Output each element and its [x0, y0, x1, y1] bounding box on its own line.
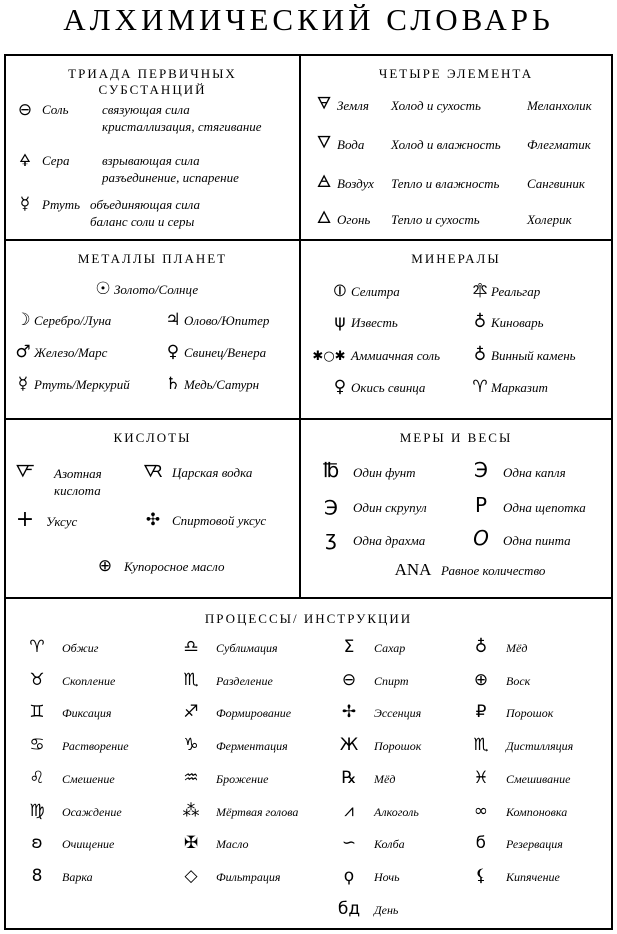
process-icon: ♋	[29, 735, 45, 756]
process-item	[172, 670, 273, 691]
process-item	[172, 637, 278, 658]
metal-item	[162, 342, 266, 363]
process-icon: Ж	[339, 735, 359, 756]
acid-label: Азотная	[54, 466, 102, 481]
process-label: Брожение	[216, 771, 269, 786]
process-icon: ✢	[341, 702, 357, 723]
triad-desc: взрывающая сила	[102, 153, 200, 168]
process-item	[330, 801, 419, 822]
process-item	[172, 768, 268, 789]
process-label: Компоновка	[506, 804, 568, 819]
process-label: Эссенция	[374, 706, 422, 721]
metal-label: Золото/Солнце	[114, 282, 199, 297]
pinch-icon: Р	[474, 493, 488, 517]
process-item	[18, 670, 115, 691]
process-icon: ♏	[473, 735, 489, 756]
process-label: Масло	[216, 837, 249, 852]
process-icon: ʚ	[31, 833, 43, 854]
process-item	[330, 735, 421, 756]
element-name: Земля	[337, 98, 369, 113]
process-item	[462, 702, 553, 723]
element-quality: Холод и влажность	[391, 137, 501, 152]
process-item	[172, 735, 288, 756]
processes-heading: ПРОЦЕССЫ/ ИНСТРУКЦИИ	[204, 611, 413, 626]
drachm-icon: ʒ	[325, 526, 337, 550]
metal-item	[162, 374, 259, 395]
element-quality: Тепло и влажность	[391, 176, 500, 191]
process-label: Смешение	[62, 771, 115, 786]
mars-icon: ♂	[15, 342, 31, 362]
process-item	[330, 702, 421, 723]
process-item	[18, 735, 129, 756]
process-icon: ♎	[183, 637, 199, 657]
dictionary-grid	[4, 54, 613, 930]
salt-icon: ⊖	[17, 100, 33, 120]
mineral-label: Известь	[351, 315, 398, 330]
triad-desc: связующая сила	[102, 102, 190, 117]
realgar-icon: 🜾	[472, 281, 488, 301]
process-icon: ♁	[474, 637, 488, 657]
metal-gold	[92, 279, 198, 300]
spirit-vinegar-icon: ✣	[145, 510, 161, 530]
section-measures	[299, 418, 613, 599]
process-icon: ♑	[183, 735, 199, 756]
process-icon: ♓	[473, 767, 489, 788]
process-icon: ⁂	[182, 800, 200, 821]
measure-item	[315, 495, 427, 518]
metal-item	[162, 310, 269, 331]
mineral-label: Аммиачная соль	[351, 348, 441, 363]
acid-item	[14, 507, 78, 532]
process-label: Мёд	[506, 641, 528, 655]
acid-label: Царская водка	[172, 465, 253, 480]
process-icon: ⚸	[474, 865, 488, 886]
acid-label: Уксус	[46, 514, 78, 529]
process-item	[18, 866, 93, 887]
process-icon: ϙ	[343, 865, 355, 886]
metal-label: Олово/Юпитер	[184, 313, 270, 328]
process-icon: ∽	[341, 833, 357, 854]
nitric-acid-icon: 🜅	[15, 462, 35, 482]
air-icon: 🜁	[316, 172, 332, 192]
process-item	[18, 801, 122, 822]
process-item	[330, 768, 395, 789]
measure-label: Одна пинта	[503, 533, 571, 548]
triad-name: Ртуть	[42, 197, 81, 212]
lead-oxide-icon: ♀	[333, 377, 347, 397]
process-item	[330, 833, 405, 854]
acid-label: Спиртовой уксус	[172, 513, 267, 528]
elements-row	[313, 172, 335, 192]
process-label: Разделение	[216, 673, 273, 688]
mineral-item	[469, 377, 548, 398]
measure-label: Равное количество	[441, 563, 546, 578]
process-label: Алкоголь	[374, 804, 419, 819]
process-icon: ⊕	[473, 669, 489, 690]
process-item	[462, 801, 567, 822]
process-icon: ♌	[29, 767, 45, 788]
mineral-label: Окись свинца	[351, 380, 426, 395]
measure-item	[465, 528, 571, 551]
pint-icon: Ο	[473, 526, 489, 550]
water-icon: 🜄	[316, 133, 332, 153]
measure-item	[389, 560, 545, 581]
measure-label: Один скрупул	[353, 500, 427, 515]
mineral-label: Винный камень	[491, 348, 576, 363]
process-label: Кипячение	[506, 869, 560, 884]
pound-icon: ℔	[322, 458, 340, 482]
sal-ammoniac-icon: ✱○✱	[312, 349, 346, 364]
process-item	[462, 768, 570, 789]
measure-item	[315, 460, 416, 483]
measure-label: Одна щепотка	[503, 500, 586, 515]
mercury-icon: ☿	[19, 194, 31, 214]
measure-item	[315, 528, 425, 551]
tartar-icon: ♁	[473, 345, 487, 365]
process-icon: ♉	[29, 669, 45, 690]
process-label: Колба	[374, 837, 405, 852]
fire-icon: 🜂	[316, 208, 332, 228]
element-temperament: Сангвиник	[527, 176, 585, 191]
metal-label: Железо/Марс	[34, 345, 108, 360]
section-triad	[4, 54, 301, 241]
process-item	[330, 899, 398, 920]
process-label: Воск	[506, 673, 531, 688]
element-name: Огонь	[337, 212, 371, 227]
metal-label: Свинец/Венера	[184, 345, 267, 360]
metal-item	[12, 342, 107, 363]
acid-item	[142, 462, 252, 483]
process-icon: ℞	[341, 767, 357, 788]
metal-label: Медь/Сатурн	[184, 377, 260, 392]
acid-item	[14, 462, 36, 482]
acid-item	[142, 510, 266, 531]
process-item	[18, 768, 115, 789]
process-label: Ферментация	[216, 739, 288, 754]
mineral-label: Марказит	[491, 380, 548, 395]
section-acids	[4, 418, 301, 599]
triad-desc: разъединение, испарение	[102, 170, 239, 185]
process-item	[172, 702, 291, 723]
mineral-item	[329, 312, 398, 333]
scruple-icon: ℈	[324, 493, 338, 517]
acid-label: кислота	[54, 483, 101, 498]
metal-label: Серебро/Луна	[34, 313, 112, 328]
vitriol-oil-icon: ⊕	[97, 556, 113, 576]
process-item	[330, 637, 405, 658]
process-item	[462, 670, 530, 691]
equal-quantity-icon: ANA	[394, 560, 432, 579]
triad-row	[14, 194, 36, 214]
sulfur-icon: 🜍	[19, 151, 31, 171]
mineral-item	[307, 345, 440, 367]
section-metals	[4, 239, 301, 420]
triad-heading-2: СУБСТАНЦИЙ	[98, 82, 207, 97]
process-label: Порошок	[506, 706, 554, 721]
mineral-item	[469, 281, 540, 302]
process-icon: 8	[31, 865, 43, 886]
process-label: Мёртвая голова	[216, 804, 299, 819]
earth-icon: 🜃	[316, 94, 332, 114]
vinegar-icon: +	[15, 507, 35, 532]
acid-item	[94, 556, 224, 577]
process-label: Фиксация	[62, 706, 112, 721]
triad-desc: кристаллизация, стягивание	[102, 119, 262, 134]
process-label: Скопление	[62, 673, 116, 688]
process-icon: ∞	[473, 800, 489, 821]
element-name: Воздух	[337, 176, 374, 191]
venus-icon: ♀	[166, 342, 180, 362]
moon-icon: ☽	[15, 310, 31, 330]
mineral-item	[329, 281, 400, 302]
process-label: Дистилляция	[506, 739, 574, 754]
process-label: Сахар	[374, 641, 406, 655]
process-label: Резервация	[506, 837, 563, 852]
measure-item	[465, 460, 566, 483]
process-item	[330, 670, 409, 691]
process-icon: ⩘	[344, 800, 354, 821]
saltpeter-icon: ⦶	[333, 281, 347, 301]
cinnabar-icon: ♁	[473, 312, 487, 332]
triad-name: Сера	[42, 153, 70, 168]
process-label: Смешивание	[506, 771, 571, 786]
process-icon: ♏	[183, 669, 199, 690]
process-icon: ♒	[183, 767, 199, 788]
elements-row	[313, 133, 335, 153]
triad-desc: объединяющая сила	[90, 197, 200, 212]
section-processes	[4, 597, 613, 930]
elements-row	[313, 94, 335, 114]
page-title: АЛХИМИЧЕСКИЙ СЛОВАРЬ	[63, 2, 554, 37]
elements-row	[313, 208, 335, 228]
process-icon: ♐	[183, 702, 199, 723]
element-temperament: Флегматик	[527, 137, 591, 152]
mineral-item	[469, 312, 544, 333]
process-label: Спирт	[374, 673, 409, 688]
process-icon: ♈	[29, 637, 45, 657]
element-name: Вода	[337, 137, 365, 152]
process-icon: ⊖	[341, 669, 357, 690]
process-item	[462, 833, 563, 854]
mineral-label: Киноварь	[491, 315, 544, 330]
process-label: Обжиг	[62, 641, 99, 655]
metal-item	[12, 310, 111, 331]
process-label: Растворение	[62, 739, 129, 754]
mercury-icon: ☿	[17, 374, 29, 394]
saturn-icon: ♄	[165, 374, 181, 394]
process-icon: Σ	[343, 637, 355, 657]
marcasite-icon: ♈	[472, 377, 488, 397]
process-icon: ♊	[29, 702, 45, 723]
process-label: Осаждение	[62, 804, 122, 819]
element-temperament: Меланхолик	[527, 98, 592, 113]
elements-heading: ЧЕТЫРЕ ЭЛЕМЕНТА	[378, 66, 534, 81]
process-item	[462, 637, 527, 658]
measure-label: Одна драхма	[353, 533, 426, 548]
process-icon: ✠	[183, 833, 199, 854]
mineral-label: Реальгар	[491, 284, 541, 299]
acids-heading: КИСЛОТЫ	[113, 430, 192, 445]
triad-name: Соль	[42, 102, 69, 117]
metal-item	[12, 374, 130, 395]
process-item	[172, 801, 298, 822]
process-icon: ◇	[184, 865, 198, 886]
triad-row	[14, 100, 36, 120]
process-label: Формирование	[216, 706, 292, 721]
process-label: Варка	[62, 869, 93, 884]
drop-icon: Э	[474, 458, 488, 482]
mineral-label: Селитра	[351, 284, 400, 299]
process-label: Сублимация	[216, 641, 278, 655]
process-icon: ϭ	[475, 833, 487, 854]
mineral-item	[469, 345, 576, 366]
process-item	[172, 833, 249, 854]
triad-heading-1: ТРИАДА ПЕРВИЧНЫХ	[68, 66, 237, 81]
measure-label: Одна капля	[503, 465, 566, 480]
sun-icon: ☉	[95, 279, 111, 299]
element-quality: Холод и сухость	[391, 98, 481, 113]
process-item	[172, 866, 280, 887]
element-quality: Тепло и сухость	[391, 212, 480, 227]
section-minerals	[299, 239, 613, 420]
mineral-item	[329, 377, 425, 398]
process-item	[18, 702, 111, 723]
triad-row	[14, 151, 36, 171]
process-label: Ночь	[374, 869, 400, 884]
process-label: Порошок	[374, 739, 422, 754]
triad-desc: баланс соли и серы	[90, 214, 195, 229]
process-label: Мёд	[374, 771, 396, 786]
process-item	[18, 833, 114, 854]
process-item	[18, 637, 98, 658]
process-label: Очищение	[62, 837, 115, 852]
metals-heading: МЕТАЛЛЫ ПЛАНЕТ	[77, 251, 228, 266]
process-item	[462, 735, 573, 756]
process-item	[330, 866, 400, 887]
minerals-heading: МИНЕРАЛЫ	[411, 251, 501, 266]
aqua-regia-icon: 🜆	[143, 462, 163, 482]
process-icon: бд	[337, 898, 361, 919]
element-temperament: Холерик	[527, 212, 572, 227]
process-label: День	[374, 902, 399, 917]
jupiter-icon: ♃	[165, 310, 181, 330]
metal-label: Ртуть/Меркурий	[34, 377, 130, 392]
process-label: Фильтрация	[216, 869, 281, 884]
section-elements	[299, 54, 613, 241]
process-icon: ₽	[475, 702, 487, 723]
measure-label: Один фунт	[353, 465, 416, 480]
process-icon: ♍	[29, 800, 45, 821]
measure-item	[465, 495, 586, 518]
measures-heading: МЕРЫ И ВЕСЫ	[399, 430, 513, 445]
lime-icon: ψ	[334, 312, 346, 332]
acid-label: Купоросное масло	[124, 559, 225, 574]
process-item	[462, 866, 560, 887]
